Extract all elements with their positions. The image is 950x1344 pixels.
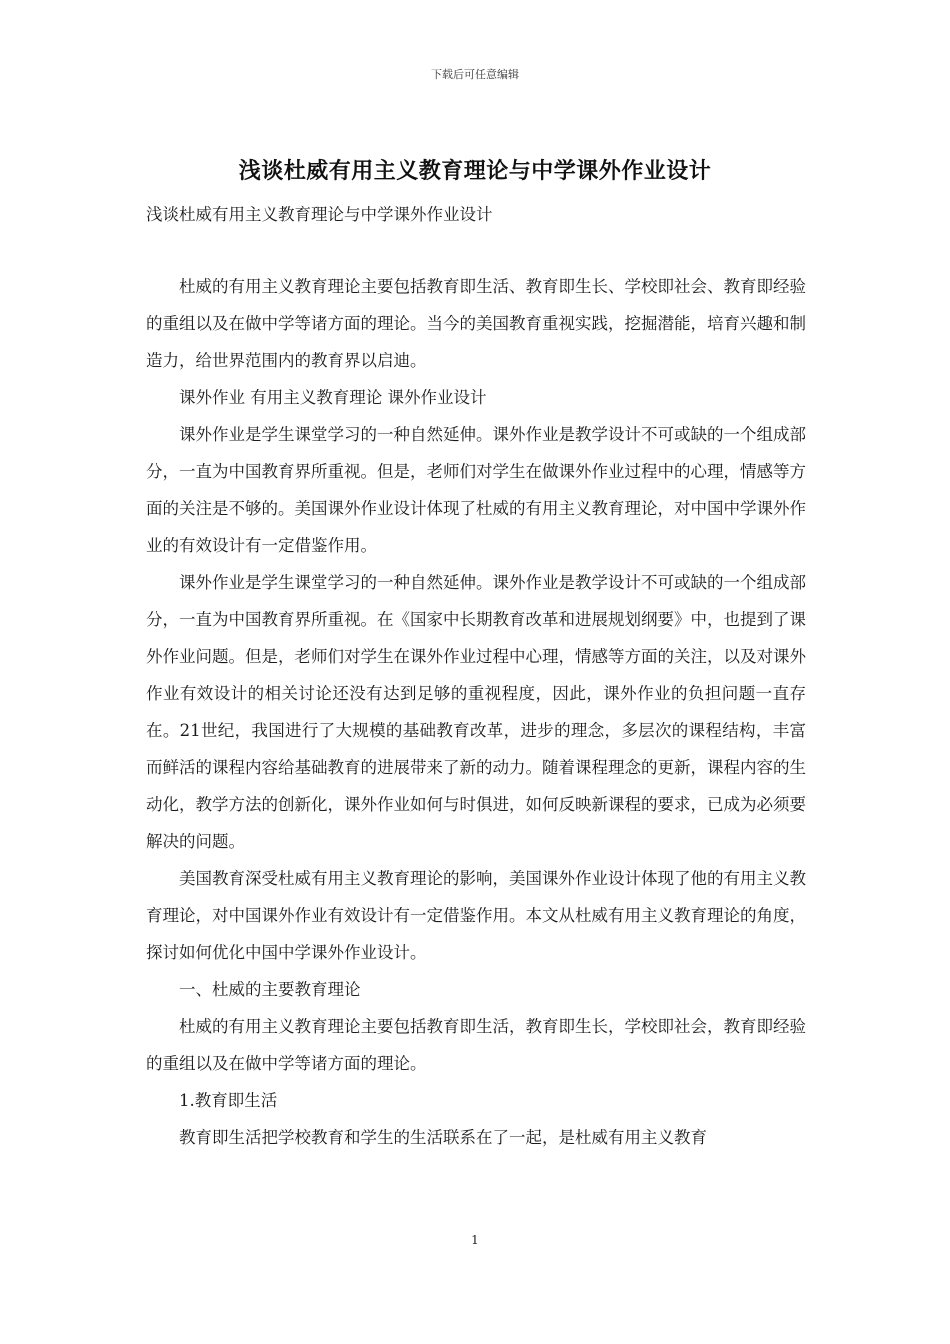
body-paragraph: 教育即生活把学校教育和学生的生活联系在了一起，是杜威有用主义教育: [179, 1128, 707, 1147]
keywords-line: 课外作业 有用主义教育理论 课外作业设计: [179, 388, 487, 407]
body-paragraph: 美国教育深受杜威有用主义教育理论的影响，美国课外作业设计体现了他的有用主义教育理论，对中国课外作业有效设计有一定借鉴作用。本文从杜威有用主义教育理论的角度，探讨如何优化中国中学课外作业设计。: [146, 869, 806, 962]
abstract-paragraph: 杜威的有用主义教育理论主要包括教育即生活、教育即生长、学校即社会、教育即经验的重组以及在做中学等诸方面的理论。当今的美国教育重视实践，挖掘潜能，培育兴趣和制造力，给世界范围内的教育界以启迪。: [146, 277, 806, 370]
body-paragraph: 课外作业是学生课堂学习的一种自然延伸。课外作业是教学设计不可或缺的一个组成部分，一直为中国教育界所重视。在《国家中长期教育改革和进展规划纲要》中，也提到了课外作业问题。但是，老师们对学生在课外作业过程中心理，情感等方面的关注，以及对课外作业有效设计的相关讨论还没有达到足够的重视程度，因此，课外作业的负担问题一直存在。21世纪，我国进行了大规模的基础教育改革，进步的理念，多层次的课程结构，丰富而鲜活的课程内容给基础教育的进展带来了新的动力。随着课程理念的更新，课程内容的生动化，教学方法的创新化，课外作业如何与时俱进，如何反映新课程的要求，已成为必须要解决的问题。: [146, 573, 806, 851]
document-body: [146, 268, 806, 1156]
page-header-note: 下载后可任意编辑: [431, 68, 519, 81]
document-title: 浅谈杜威有用主义教育理论与中学课外作业设计: [238, 158, 712, 184]
page-number: 1: [471, 1233, 479, 1247]
body-paragraph: 课外作业是学生课堂学习的一种自然延伸。课外作业是教学设计不可或缺的一个组成部分，一直为中国教育界所重视。但是，老师们对学生在做课外作业过程中的心理，情感等方面的关注是不够的。美国课外作业设计体现了杜威的有用主义教育理论，对中国中学课外作业的有效设计有一定借鉴作用。: [146, 425, 806, 555]
subsection-heading: 1.教育即生活: [179, 1091, 278, 1110]
document-subtitle: 浅谈杜威有用主义教育理论与中学课外作业设计: [146, 205, 493, 224]
body-paragraph: 杜威的有用主义教育理论主要包括教育即生活，教育即生长，学校即社会，教育即经验的重组以及在做中学等诸方面的理论。: [146, 1017, 806, 1073]
section-heading: 一、杜威的主要教育理论: [179, 980, 361, 999]
